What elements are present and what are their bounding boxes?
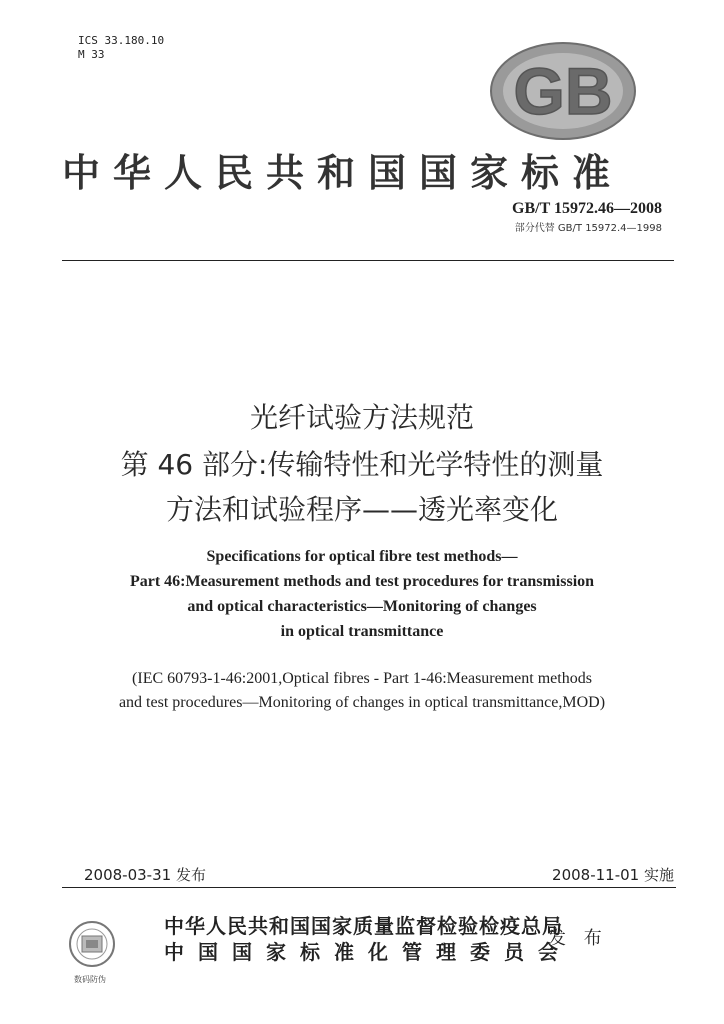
iec-reference-line-1: (IEC 60793-1-46:2001,Optical fibres - Part 1-46:Measurement methods: [132, 670, 592, 687]
en-title-line-4: in optical transmittance: [280, 623, 444, 640]
replaces-note: 部分代替 GB/T 15972.4—1998: [514, 223, 662, 234]
issuer-sac: 中国国家标准化管理委员会: [164, 940, 572, 964]
en-title-line-3: and optical characteristics—Monitoring of changes: [187, 598, 537, 615]
footer-divider: [62, 887, 676, 888]
gb-logo: [488, 40, 638, 142]
header-divider: [62, 260, 674, 261]
ics-code: ICS 33.180.10: [78, 34, 165, 47]
issue-date: 2008-03-31 发布: [84, 866, 206, 884]
en-title-line-2: Part 46:Measurement methods and test procedures for transmission: [129, 573, 595, 590]
standard-number: GB/T 15972.46—2008: [512, 200, 662, 217]
en-title-line-1: Specifications for optical fibre test methods—: [206, 548, 518, 565]
implementation-date: 2008-11-01 实施: [552, 866, 674, 884]
standard-title: 中华人民共和国国家标准: [62, 150, 624, 195]
gb-logo-text: GB: [513, 54, 613, 128]
cn-title-line-3: 方法和试验程序——透光率变化: [165, 493, 558, 526]
seal-caption: 数码防伪: [74, 975, 106, 984]
issuer-aqsiq: 中华人民共和国国家质量监督检验检疫总局: [164, 914, 563, 938]
publish-label: 发 布: [548, 928, 608, 949]
iec-reference-line-2: and test procedures—Monitoring of changes in optical transmittance,MOD): [118, 694, 606, 711]
cn-title-line-2: 第 46 部分:传输特性和光学特性的测量: [120, 448, 604, 481]
cn-title-line-1: 光纤试验方法规范: [249, 401, 474, 434]
anti-counterfeit-seal-icon: [66, 918, 118, 974]
classification-codes: [78, 34, 164, 62]
ccs-code: M 33: [78, 48, 105, 61]
